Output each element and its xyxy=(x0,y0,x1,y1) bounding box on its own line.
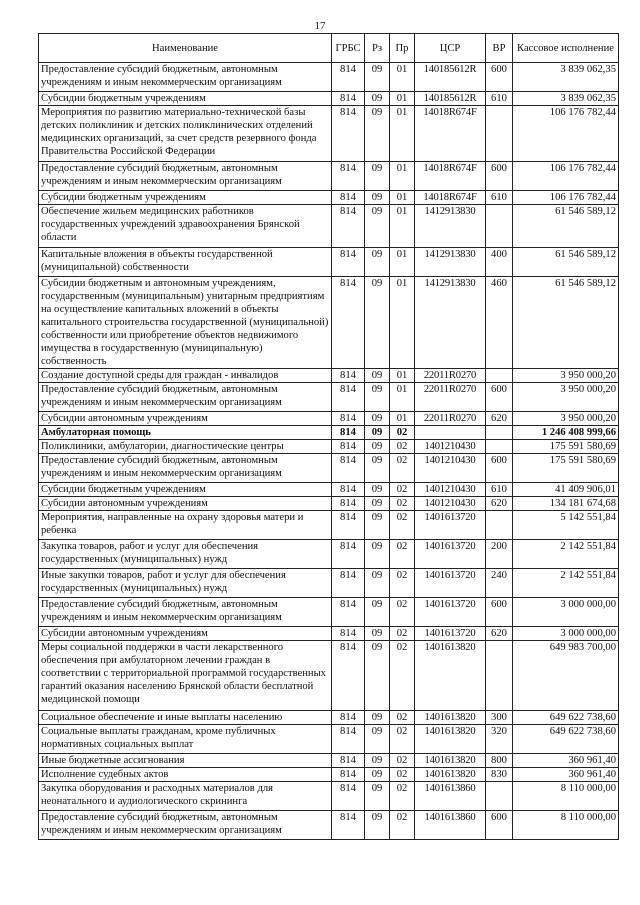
cell-pr: 02 xyxy=(390,768,415,782)
cell-csr: 1401613720 xyxy=(415,569,486,598)
cell-rz: 09 xyxy=(365,754,390,768)
cell-csr: 14018R674F xyxy=(415,106,486,162)
cell-name: Предоставление субсидий бюджетным, автономным учреждениям и иным некоммерческим организациям xyxy=(39,162,332,191)
cell-grbs: 814 xyxy=(332,191,365,205)
cell-csr: 1401613820 xyxy=(415,725,486,754)
cell-vr xyxy=(486,106,513,162)
cell-name: Субсидии бюджетным учреждениям xyxy=(39,483,332,497)
cell-name: Субсидии автономным учреждениям xyxy=(39,497,332,511)
cell-csr: 140185612R xyxy=(415,92,486,106)
cell-name: Исполнение судебных актов xyxy=(39,768,332,782)
cell-csr: 22011R0270 xyxy=(415,383,486,412)
table-row xyxy=(39,205,619,248)
cell-grbs: 814 xyxy=(332,598,365,627)
cell-amount: 61 546 589,12 xyxy=(513,248,619,277)
cell-grbs: 814 xyxy=(332,162,365,191)
cell-pr: 02 xyxy=(390,811,415,840)
cell-vr: 320 xyxy=(486,725,513,754)
cell-vr: 610 xyxy=(486,92,513,106)
cell-vr: 600 xyxy=(486,598,513,627)
cell-rz: 09 xyxy=(365,426,390,440)
cell-name: Субсидии бюджетным учреждениям xyxy=(39,92,332,106)
cell-vr xyxy=(486,440,513,454)
cell-pr: 01 xyxy=(390,383,415,412)
table-header-row xyxy=(39,34,619,63)
cell-name: Иные закупки товаров, работ и услуг для обеспечения государственных (муниципальных) нужд xyxy=(39,569,332,598)
cell-name: Предоставление субсидий бюджетным, автономным учреждениям и иным некоммерческим организациям xyxy=(39,383,332,412)
cell-csr: 1401613720 xyxy=(415,627,486,641)
table-row xyxy=(39,725,619,754)
table-row xyxy=(39,497,619,511)
cell-name: Закупка товаров, работ и услуг для обеспечения государственных (муниципальных) нужд xyxy=(39,540,332,569)
cell-rz: 09 xyxy=(365,248,390,277)
header-grbs: ГРБС xyxy=(332,34,365,63)
cell-amount: 106 176 782,44 xyxy=(513,162,619,191)
cell-rz: 09 xyxy=(365,383,390,412)
cell-csr: 14018R674F xyxy=(415,162,486,191)
cell-grbs: 814 xyxy=(332,725,365,754)
cell-pr: 02 xyxy=(390,725,415,754)
cell-pr: 01 xyxy=(390,369,415,383)
cell-pr: 01 xyxy=(390,106,415,162)
cell-vr: 240 xyxy=(486,569,513,598)
cell-rz: 09 xyxy=(365,162,390,191)
cell-rz: 09 xyxy=(365,63,390,92)
cell-csr xyxy=(415,426,486,440)
cell-name: Предоставление субсидий бюджетным, автономным учреждениям и иным некоммерческим организациям xyxy=(39,811,332,840)
cell-pr: 02 xyxy=(390,627,415,641)
cell-rz: 09 xyxy=(365,277,390,369)
cell-amount: 3 839 062,35 xyxy=(513,92,619,106)
table-row xyxy=(39,440,619,454)
table-row xyxy=(39,782,619,811)
cell-amount: 61 546 589,12 xyxy=(513,205,619,248)
cell-csr: 1401210430 xyxy=(415,483,486,497)
cell-name: Социальные выплаты гражданам, кроме публичных нормативных социальных выплат xyxy=(39,725,332,754)
table-row xyxy=(39,92,619,106)
table-row xyxy=(39,641,619,711)
table-row xyxy=(39,369,619,383)
table-row xyxy=(39,412,619,426)
cell-csr: 1412913830 xyxy=(415,277,486,369)
cell-rz: 09 xyxy=(365,569,390,598)
cell-grbs: 814 xyxy=(332,569,365,598)
cell-pr: 01 xyxy=(390,277,415,369)
cell-amount: 360 961,40 xyxy=(513,768,619,782)
header-rz: Рз xyxy=(365,34,390,63)
table-row xyxy=(39,754,619,768)
cell-amount: 3 950 000,20 xyxy=(513,383,619,412)
cell-rz: 09 xyxy=(365,725,390,754)
cell-name: Амбулаторная помощь xyxy=(39,426,332,440)
cell-name: Мероприятия, направленные на охрану здоровья матери и ребенка xyxy=(39,511,332,540)
cell-csr: 1412913830 xyxy=(415,248,486,277)
cell-name: Субсидии бюджетным учреждениям xyxy=(39,191,332,205)
cell-rz: 09 xyxy=(365,711,390,725)
cell-name: Капитальные вложения в объекты государственной (муниципальной) собственности xyxy=(39,248,332,277)
cell-vr xyxy=(486,205,513,248)
cell-csr: 1401210430 xyxy=(415,497,486,511)
cell-vr: 610 xyxy=(486,483,513,497)
cell-name: Мероприятия по развитию материально-технической базы детских поликлиник и детских поликлинических отделений медицинских организаций, за счет средств резервного фонда Правительства Российской Федерации xyxy=(39,106,332,162)
cell-csr: 1401613820 xyxy=(415,754,486,768)
table-row xyxy=(39,511,619,540)
header-pr: Пр xyxy=(390,34,415,63)
header-csr: ЦСР xyxy=(415,34,486,63)
cell-name: Меры социальной поддержки в части лекарственного обеспечения при амбулаторном лечении граждан в соответствии с территориальной программой государственных гарантий оказания населению Брянской области бесплатной медицинской помощи xyxy=(39,641,332,711)
page-number: 17 xyxy=(314,20,326,32)
cell-amount: 134 181 674,68 xyxy=(513,497,619,511)
cell-amount: 106 176 782,44 xyxy=(513,191,619,205)
table-row xyxy=(39,191,619,205)
cell-vr: 400 xyxy=(486,248,513,277)
cell-pr: 02 xyxy=(390,782,415,811)
cell-csr: 140185612R xyxy=(415,63,486,92)
cell-pr: 02 xyxy=(390,426,415,440)
table-row xyxy=(39,483,619,497)
cell-csr: 14018R674F xyxy=(415,191,486,205)
cell-grbs: 814 xyxy=(332,205,365,248)
cell-vr: 830 xyxy=(486,768,513,782)
cell-grbs: 814 xyxy=(332,426,365,440)
cell-pr: 01 xyxy=(390,205,415,248)
cell-name: Социальное обеспечение и иные выплаты населению xyxy=(39,711,332,725)
cell-vr xyxy=(486,782,513,811)
cell-grbs: 814 xyxy=(332,497,365,511)
cell-csr: 1412913830 xyxy=(415,205,486,248)
cell-csr: 1401613720 xyxy=(415,540,486,569)
cell-csr: 1401210430 xyxy=(415,440,486,454)
cell-grbs: 814 xyxy=(332,383,365,412)
cell-pr: 01 xyxy=(390,63,415,92)
cell-vr: 620 xyxy=(486,412,513,426)
cell-rz: 09 xyxy=(365,191,390,205)
cell-pr: 02 xyxy=(390,511,415,540)
header-name: Наименование xyxy=(39,34,332,63)
table-row xyxy=(39,811,619,840)
cell-rz: 09 xyxy=(365,205,390,248)
cell-vr: 800 xyxy=(486,754,513,768)
cell-vr: 460 xyxy=(486,277,513,369)
table-row xyxy=(39,540,619,569)
table-row xyxy=(39,162,619,191)
cell-pr: 02 xyxy=(390,641,415,711)
cell-rz: 09 xyxy=(365,92,390,106)
cell-rz: 09 xyxy=(365,768,390,782)
cell-rz: 09 xyxy=(365,627,390,641)
table-row xyxy=(39,248,619,277)
cell-rz: 09 xyxy=(365,511,390,540)
cell-rz: 09 xyxy=(365,369,390,383)
budget-table xyxy=(38,33,619,840)
cell-grbs: 814 xyxy=(332,440,365,454)
cell-pr: 02 xyxy=(390,440,415,454)
cell-grbs: 814 xyxy=(332,106,365,162)
table-row xyxy=(39,711,619,725)
cell-vr: 620 xyxy=(486,627,513,641)
cell-csr: 22011R0270 xyxy=(415,412,486,426)
table-row xyxy=(39,454,619,483)
cell-name: Субсидии бюджетным и автономным учреждениям, государственным (муниципальным) унитарным предприятиям на осуществление капитальных вложений в объекты капитального строительства государственной (муниципальной) собственности или приобретение объектов недвижимого имущества в государственную (муниципальную) собственность xyxy=(39,277,332,369)
cell-csr: 1401613860 xyxy=(415,811,486,840)
table-row xyxy=(39,426,619,440)
cell-pr: 01 xyxy=(390,412,415,426)
cell-grbs: 814 xyxy=(332,711,365,725)
cell-rz: 09 xyxy=(365,598,390,627)
cell-amount: 3 839 062,35 xyxy=(513,63,619,92)
cell-grbs: 814 xyxy=(332,811,365,840)
cell-amount: 5 142 551,84 xyxy=(513,511,619,540)
cell-grbs: 814 xyxy=(332,483,365,497)
cell-amount: 360 961,40 xyxy=(513,754,619,768)
cell-grbs: 814 xyxy=(332,369,365,383)
cell-vr xyxy=(486,369,513,383)
cell-amount: 649 983 700,00 xyxy=(513,641,619,711)
cell-pr: 01 xyxy=(390,92,415,106)
cell-amount: 3 000 000,00 xyxy=(513,598,619,627)
cell-vr xyxy=(486,426,513,440)
cell-vr: 600 xyxy=(486,811,513,840)
cell-grbs: 814 xyxy=(332,782,365,811)
cell-pr: 02 xyxy=(390,754,415,768)
cell-amount: 175 591 580,69 xyxy=(513,440,619,454)
cell-rz: 09 xyxy=(365,811,390,840)
cell-grbs: 814 xyxy=(332,248,365,277)
cell-amount: 649 622 738,60 xyxy=(513,711,619,725)
cell-amount: 41 409 906,01 xyxy=(513,483,619,497)
table-row xyxy=(39,598,619,627)
cell-rz: 09 xyxy=(365,440,390,454)
cell-pr: 02 xyxy=(390,598,415,627)
cell-csr: 1401613720 xyxy=(415,511,486,540)
cell-vr: 610 xyxy=(486,191,513,205)
table-row xyxy=(39,106,619,162)
cell-csr: 1401613860 xyxy=(415,782,486,811)
cell-rz: 09 xyxy=(365,641,390,711)
table-row xyxy=(39,768,619,782)
cell-pr: 02 xyxy=(390,540,415,569)
cell-rz: 09 xyxy=(365,540,390,569)
cell-pr: 02 xyxy=(390,569,415,598)
cell-grbs: 814 xyxy=(332,511,365,540)
cell-vr: 600 xyxy=(486,162,513,191)
cell-name: Субсидии автономным учреждениям xyxy=(39,412,332,426)
cell-pr: 01 xyxy=(390,162,415,191)
cell-grbs: 814 xyxy=(332,277,365,369)
table-body xyxy=(39,63,619,840)
cell-pr: 02 xyxy=(390,497,415,511)
cell-name: Субсидии автономным учреждениям xyxy=(39,627,332,641)
cell-vr: 620 xyxy=(486,497,513,511)
cell-amount: 175 591 580,69 xyxy=(513,454,619,483)
cell-csr: 1401613820 xyxy=(415,711,486,725)
cell-pr: 02 xyxy=(390,483,415,497)
cell-amount: 8 110 000,00 xyxy=(513,782,619,811)
cell-amount: 2 142 551,84 xyxy=(513,569,619,598)
cell-pr: 02 xyxy=(390,711,415,725)
cell-grbs: 814 xyxy=(332,641,365,711)
cell-rz: 09 xyxy=(365,782,390,811)
cell-rz: 09 xyxy=(365,412,390,426)
cell-grbs: 814 xyxy=(332,627,365,641)
cell-vr: 600 xyxy=(486,63,513,92)
cell-vr xyxy=(486,511,513,540)
cell-amount: 61 546 589,12 xyxy=(513,277,619,369)
table-row xyxy=(39,63,619,92)
cell-amount: 1 246 408 999,66 xyxy=(513,426,619,440)
cell-amount: 106 176 782,44 xyxy=(513,106,619,162)
cell-grbs: 814 xyxy=(332,63,365,92)
cell-vr: 600 xyxy=(486,383,513,412)
cell-name: Предоставление субсидий бюджетным, автономным учреждениям и иным некоммерческим организациям xyxy=(39,598,332,627)
cell-pr: 01 xyxy=(390,248,415,277)
cell-grbs: 814 xyxy=(332,768,365,782)
cell-amount: 3 950 000,20 xyxy=(513,412,619,426)
cell-grbs: 814 xyxy=(332,412,365,426)
table-row xyxy=(39,627,619,641)
cell-rz: 09 xyxy=(365,454,390,483)
cell-csr: 22011R0270 xyxy=(415,369,486,383)
table-row xyxy=(39,569,619,598)
cell-name: Создание доступной среды для граждан - инвалидов xyxy=(39,369,332,383)
cell-csr: 1401210430 xyxy=(415,454,486,483)
table-row xyxy=(39,277,619,369)
cell-csr: 1401613820 xyxy=(415,641,486,711)
cell-amount: 3 000 000,00 xyxy=(513,627,619,641)
cell-rz: 09 xyxy=(365,106,390,162)
header-vr: ВР xyxy=(486,34,513,63)
cell-vr: 600 xyxy=(486,454,513,483)
cell-rz: 09 xyxy=(365,497,390,511)
cell-grbs: 814 xyxy=(332,540,365,569)
cell-name: Поликлиники, амбулатории, диагностические центры xyxy=(39,440,332,454)
cell-amount: 649 622 738,60 xyxy=(513,725,619,754)
cell-vr xyxy=(486,641,513,711)
cell-name: Закупка оборудования и расходных материалов для неонатального и аудиологического скрининга xyxy=(39,782,332,811)
cell-csr: 1401613720 xyxy=(415,598,486,627)
cell-rz: 09 xyxy=(365,483,390,497)
cell-pr: 01 xyxy=(390,191,415,205)
cell-amount: 8 110 000,00 xyxy=(513,811,619,840)
cell-pr: 02 xyxy=(390,454,415,483)
cell-grbs: 814 xyxy=(332,92,365,106)
cell-name: Предоставление субсидий бюджетным, автономным учреждениям и иным некоммерческим организациям xyxy=(39,63,332,92)
cell-vr: 300 xyxy=(486,711,513,725)
header-amount: Кассовое исполнение xyxy=(513,34,619,63)
cell-amount: 2 142 551,84 xyxy=(513,540,619,569)
cell-grbs: 814 xyxy=(332,454,365,483)
cell-amount: 3 950 000,20 xyxy=(513,369,619,383)
cell-vr: 200 xyxy=(486,540,513,569)
cell-csr: 1401613820 xyxy=(415,768,486,782)
table-row xyxy=(39,383,619,412)
cell-name: Обеспечение жильем медицинских работников государственных учреждений здравоохранения Брянской области xyxy=(39,205,332,248)
cell-name: Предоставление субсидий бюджетным, автономным учреждениям и иным некоммерческим организациям xyxy=(39,454,332,483)
cell-name: Иные бюджетные ассигнования xyxy=(39,754,332,768)
cell-grbs: 814 xyxy=(332,754,365,768)
